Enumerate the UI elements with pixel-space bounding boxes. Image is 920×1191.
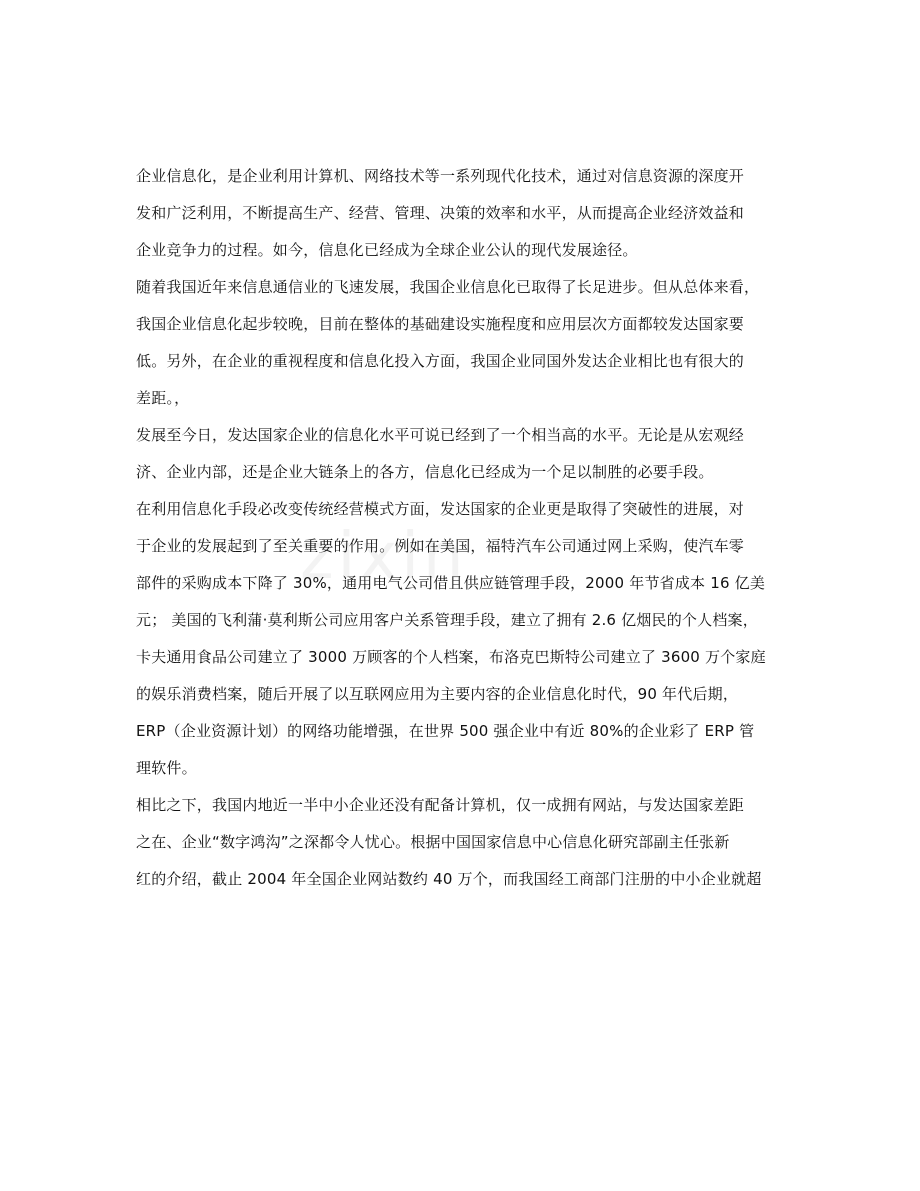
text-line: 差距。， (136, 389, 190, 407)
text-line: 元； 美国的飞利蒲·莫利斯公司应用客户关系管理手段，建立了拥有 2.6 亿烟民的个人档案， (136, 611, 758, 629)
text-line: 随着我国近年来信息通信业的飞速发展，我国企业信息化已取得了长足进步。但从总体来看， (136, 278, 760, 296)
document-body (136, 158, 784, 898)
text-line: 发和广泛利用，不断提高生产、经营、管理、决策的效率和水平，从而提高企业经济效益和 (136, 204, 745, 222)
text-line: 的娱乐消费档案，随后开展了以互联网应用为主要内容的企业信息化时代，90 年代后期， (136, 685, 739, 703)
text-line: 在利用信息化手段必改变传统经营模式方面，发达国家的企业更是取得了突破性的进展，对 (136, 500, 745, 518)
text-line: 相比之下，我国内地近一半中小企业还没有配备计算机，仅一成拥有网站，与发达国家差距 (136, 796, 745, 814)
text-line: 之在、企业“数字鸿沟”之深都令人忧心。根据中国国家信息中心信息化研究部副主任张新 (136, 833, 730, 851)
text-line: 卡夫通用食品公司建立了 3000 万顾客的个人档案，布洛克巴斯特公司建立了 3600 万个家庭 (136, 648, 766, 666)
watermark-text: zixin (300, 520, 468, 594)
text-line: 低。另外，在企业的重视程度和信息化投入方面，我国企业同国外发达企业相比也有很大的 (136, 352, 745, 370)
text-line: 企业信息化，是企业利用计算机、网络技术等一系列现代化技术，通过对信息资源的深度开 (136, 167, 745, 185)
text-line: 我国企业信息化起步较晚，目前在整体的基础建设实施程度和应用层次方面都较发达国家要 (136, 315, 745, 333)
text-line: 发展至今日，发达国家企业的信息化水平可说已经到了一个相当高的水平。无论是从宏观经 (136, 426, 745, 444)
text-line: ERP（企业资源计划）的网络功能增强，在世界 500 强企业中有近 80%的企业彩了 ERP 管 (136, 722, 755, 740)
text-line: 企业竞争力的过程。如今，信息化已经成为全球企业公认的现代发展途径。 (136, 241, 638, 259)
text-line: 红的介绍，截止 2004 年全国企业网站数约 40 万个，而我国经工商部门注册的中小企业就超 (136, 870, 762, 888)
text-line: 于企业的发展起到了至关重要的作用。例如在美国，福特汽车公司通过网上采购，使汽车零 (136, 537, 745, 555)
text-line: 部件的采购成本下降了 30%，通用电气公司借且供应链管理手段，2000 年节省成本 16 亿美 (136, 574, 766, 592)
text-line: 济、企业内部，还是企业大链条上的各方，信息化已经成为一个足以制胜的必要手段。 (136, 463, 714, 481)
text-line: 理软件。 (136, 759, 197, 777)
